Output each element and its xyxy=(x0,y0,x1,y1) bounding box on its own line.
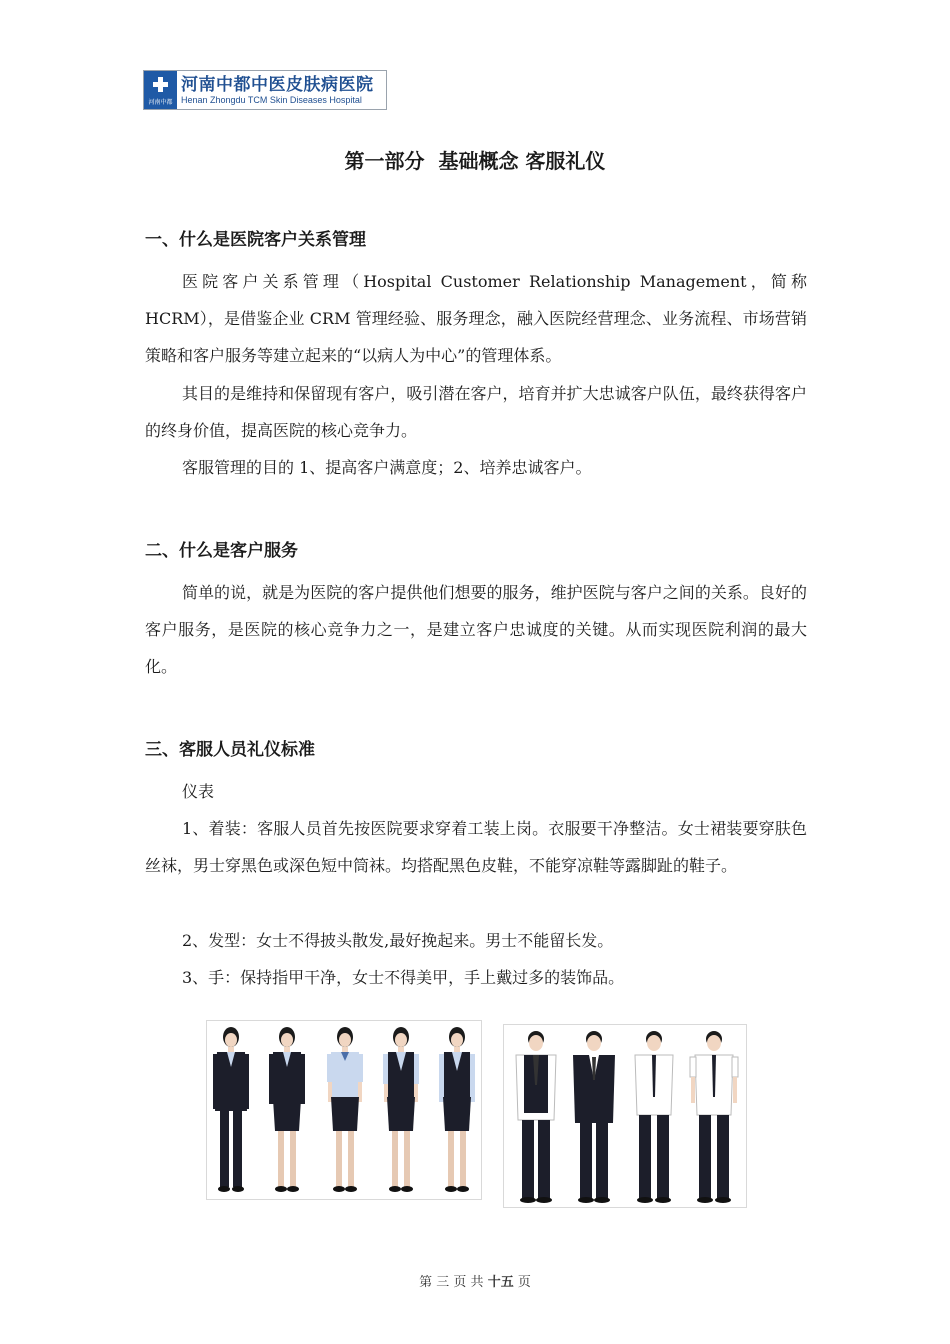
female-figure xyxy=(327,1027,363,1192)
page-title: 第一部分 基础概念 客服礼仪 xyxy=(344,149,606,173)
female-figure xyxy=(383,1027,419,1192)
section3-subheading: 仪表 xyxy=(182,782,215,801)
cross-emblem-icon xyxy=(144,71,177,109)
male-figure xyxy=(573,1031,615,1203)
male-figure xyxy=(690,1031,738,1203)
section1-paragraph-3: 客服管理的目的 1、提高客户满意度；2、培养忠诚客户。 xyxy=(182,458,592,477)
section1-paragraph-1: 医院客户关系管理（Hospital Customer Relationship Management，简称HCRM），是借鉴企业 CRM 管理经验、服务理念，融入医院经营理念、业务流程、市场营销策略和客户服务等建立起来的“以病人为中心”的管理体系。 xyxy=(145,272,807,365)
footer-total-pages: 十五 xyxy=(487,1275,514,1290)
female-uniform-image xyxy=(206,1020,482,1200)
hospital-logo xyxy=(143,70,387,110)
footer-suffix: 页 xyxy=(513,1275,531,1290)
page-footer xyxy=(0,1271,950,1290)
male-uniform-image xyxy=(503,1024,747,1208)
male-figure xyxy=(516,1031,556,1203)
logo-name-en: Henan Zhongdu TCM Skin Diseases Hospital xyxy=(181,94,362,105)
female-figure xyxy=(269,1027,305,1192)
section3-heading: 三、客服人员礼仪标准 xyxy=(145,740,315,760)
section3-item-3: 3、手：保持指甲干净，女士不得美甲，手上戴过多的装饰品。 xyxy=(182,968,625,987)
section3-item-2: 2、发型：女士不得披头散发,最好挽起来。男士不能留长发。 xyxy=(182,931,614,950)
female-figure xyxy=(213,1027,249,1192)
female-figure xyxy=(439,1027,475,1192)
male-figure xyxy=(635,1031,673,1203)
section2-heading: 二、什么是客户服务 xyxy=(145,541,298,561)
section3-item-1: 1、着装：客服人员首先按医院要求穿着工装上岗。衣服要干净整洁。女士裙装要穿肤色丝袜，男士穿黑色或深色短中筒袜。均搭配黑色皮鞋，不能穿凉鞋等露脚趾的鞋子。 xyxy=(145,819,807,875)
section2-paragraph-1: 简单的说，就是为医院的客户提供他们想要的服务，维护医院与客户之间的关系。良好的客户服务，是医院的核心竞争力之一，是建立客户忠诚度的关键。从而实现医院利润的最大化。 xyxy=(145,583,807,676)
logo-name-cn: 河南中都中医皮肤病医院 xyxy=(181,74,374,95)
logo-mark-text: 河南中都 xyxy=(148,99,173,106)
footer-prefix: 第 三 页 共 xyxy=(419,1275,488,1290)
section1-paragraph-2: 其目的是维持和保留现有客户，吸引潜在客户，培育并扩大忠诚客户队伍，最终获得客户的终身价值，提高医院的核心竞争力。 xyxy=(145,384,807,440)
section1-heading: 一、什么是医院客户关系管理 xyxy=(145,230,366,250)
